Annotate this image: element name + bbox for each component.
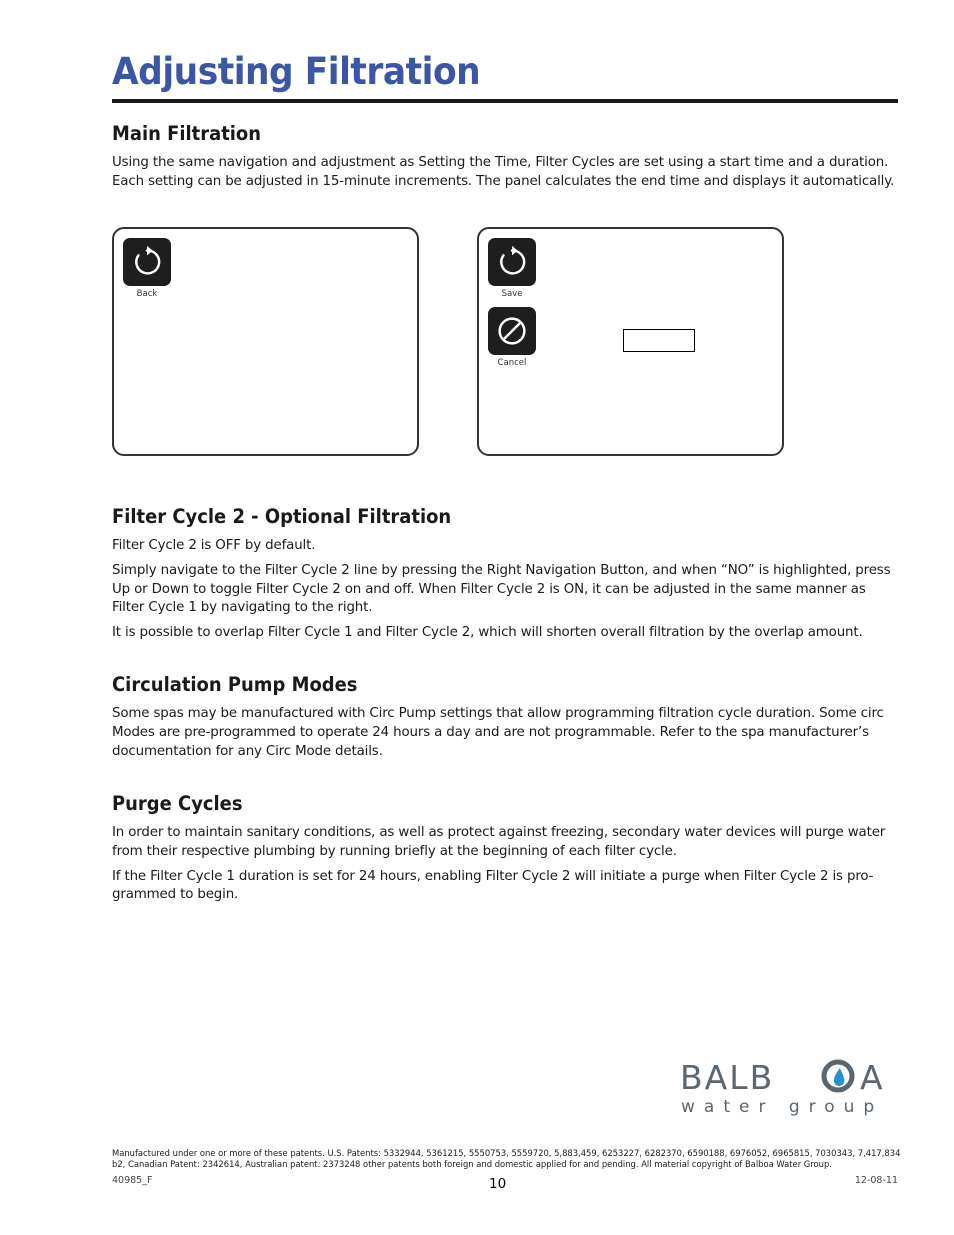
section-purge — [112, 792, 898, 911]
document-number: 40985_F — [112, 1175, 153, 1186]
svg-text:water group: water group — [681, 1097, 884, 1117]
section-main-filtration — [112, 122, 898, 198]
paragraph: Some spas may be manufactured with Circ Pump settings that allow programming filtration cycle duration. Some circ Modes are pre-programmed to operate 24 hours a day and are not programmable. Refer to the spa manufacturer’s documentation for any Circ Mode details. — [112, 706, 884, 759]
page-title: Adjusting Filtration — [112, 50, 481, 93]
title-rule — [112, 99, 898, 103]
back-button[interactable] — [123, 238, 171, 286]
panel-right — [477, 227, 784, 456]
document-date: 12-08-11 — [854, 1175, 898, 1186]
paragraph: In order to maintain sanitary conditions, as well as protect against freezing, secondary water devices will purge water from their respective plumbing by running briefly at the beginning of each filter cycle. — [112, 825, 886, 859]
cancel-label: Cancel — [497, 358, 527, 368]
cancel-button[interactable] — [488, 307, 536, 355]
save-label: Save — [501, 289, 523, 299]
display-field — [623, 329, 695, 352]
panel-left — [112, 227, 419, 456]
paragraph: Using the same navigation and adjustment as Setting the Time, Filter Cycles are set using a start time and a duration. Each setting can be adjusted in 15-minute increments. The panel calculates the end time and displays it automatically. — [112, 155, 895, 189]
patent-notice: Manufactured under one or more of these patents. U.S. Patents: 5332944, 5361215, 5550753, 5559720, 5,883,459, 6253227, 6282370, 6590188, 6976052, 6965815, 7030343, 7,417,834 b2, Canadian Patent: 2342614, Australian patent: 2373248 other patents both foreign and domestic applied for and pending. All material copyright of Balboa Water Group. — [112, 1148, 901, 1169]
cancel-icon — [493, 312, 531, 350]
page-number: 10 — [489, 1176, 507, 1192]
balboa-logo-graphic — [680, 1058, 900, 1118]
section-filter-cycle-2 — [112, 505, 898, 649]
heading-purge: Purge Cycles — [112, 792, 243, 815]
save-icon — [493, 243, 531, 281]
balboa-logo — [680, 1058, 900, 1118]
heading-main-filtration: Main Filtration — [112, 122, 262, 145]
back-icon — [128, 243, 166, 281]
heading-circulation: Circulation Pump Modes — [112, 673, 358, 696]
paragraph: Filter Cycle 2 is OFF by default. — [112, 538, 316, 553]
paragraph: It is possible to overlap Filter Cycle 1 and Filter Cycle 2, which will shorten overall filtration by the overlap amount. — [112, 625, 863, 641]
paragraph: Simply navigate to the Filter Cycle 2 line by pressing the Right Navigation Button, and when “NO” is highlighted, press Up or Down to toggle Filter Cycle 2 on and off. When Filter Cycle 2 is ON, it can be adjusted in the same manner as Filter Cycle 1 by navigating to the right. — [112, 562, 891, 616]
svg-text:BALB: BALB — [680, 1058, 775, 1097]
paragraph: If the Filter Cycle 1 duration is set for 24 hours, enabling Filter Cycle 2 will initiate a purge when Filter Cycle 2 is pro-grammed to begin. — [112, 868, 874, 903]
heading-filter-cycle-2: Filter Cycle 2 - Optional Filtration — [112, 505, 452, 528]
section-circulation — [112, 673, 898, 767]
svg-text:A: A — [860, 1058, 883, 1097]
save-button[interactable] — [488, 238, 536, 286]
back-label: Back — [136, 289, 158, 299]
